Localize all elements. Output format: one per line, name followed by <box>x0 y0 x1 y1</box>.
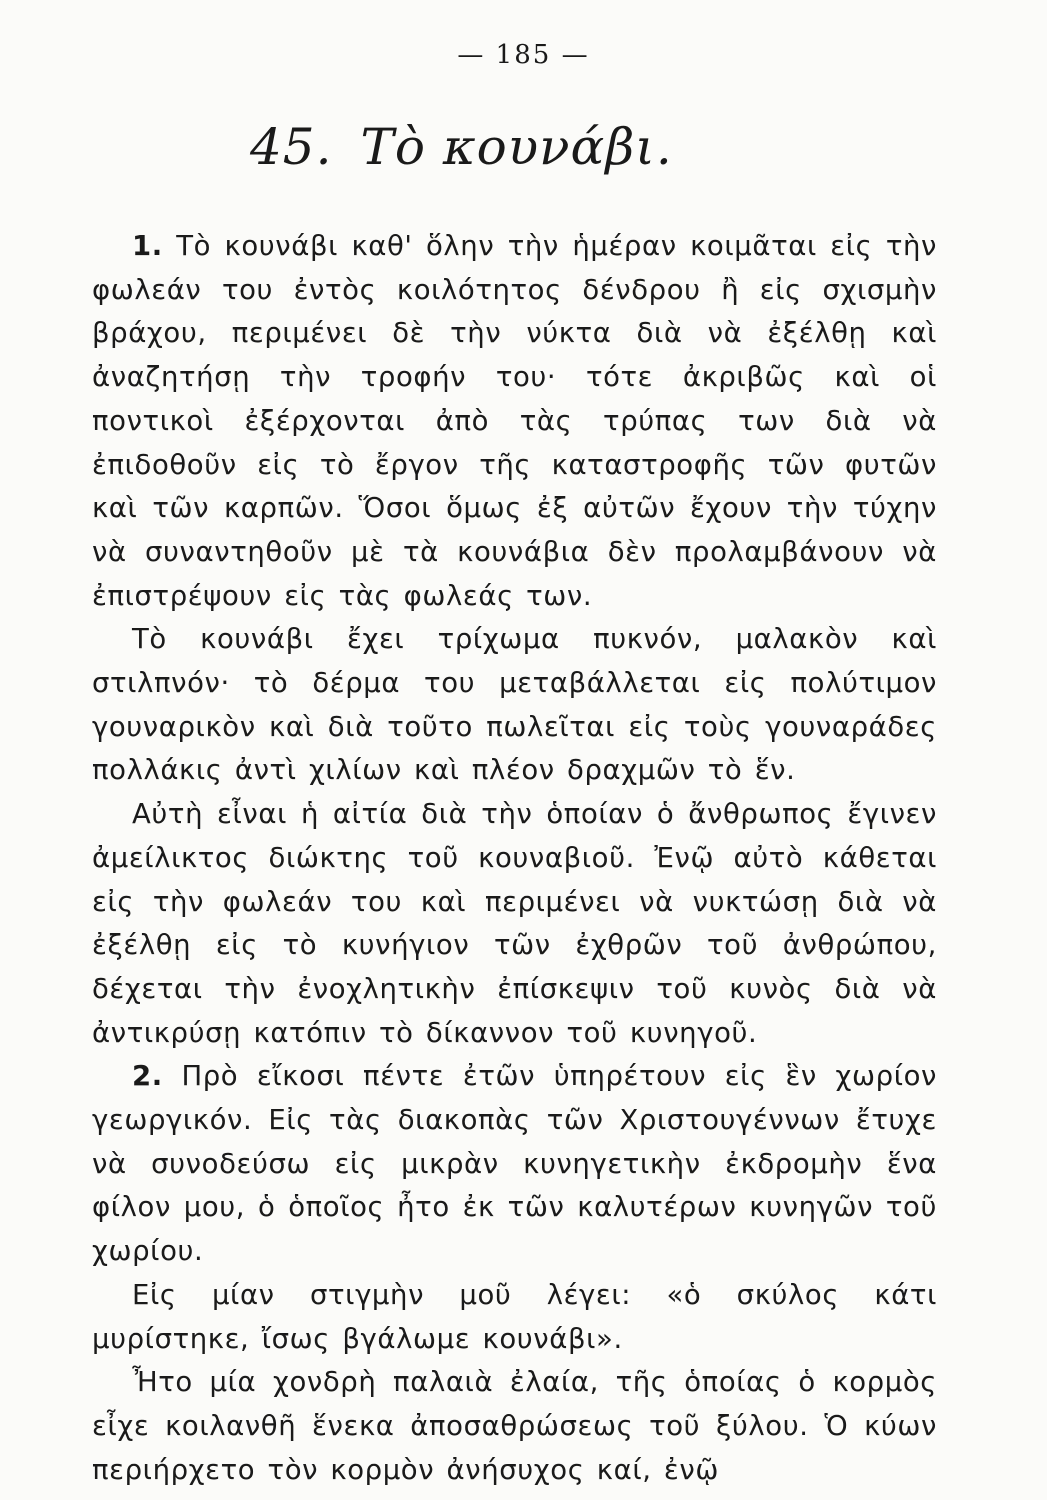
paragraph <box>92 1055 937 1274</box>
section-number: 1. <box>132 230 163 262</box>
paragraph <box>92 1274 937 1361</box>
chapter-title <box>250 118 673 176</box>
paragraph <box>92 793 937 1055</box>
paragraph <box>92 1361 937 1492</box>
paragraph-text: Ἦτο μία χονδρὴ παλαιὰ ἐλαία, τῆς ὁποίας ὁ κορμὸς εἶχε κοιλανθῆ ἕνεκα ἀποσαθρώσεως τοῦ ξύλου. Ὁ κύων περιήρχετο τὸν κορμὸν ἀνήσυχος καί, ἐνῷ <box>92 1366 937 1486</box>
paragraph-text: Εἰς μίαν στιγμὴν μοῦ λέγει: «ὁ σκύλος κάτι μυρίστηκε, ἴσως βγάλωμε κουνάβι». <box>92 1278 937 1355</box>
chapter-number: 45. <box>250 118 333 176</box>
body-text <box>92 225 937 1492</box>
chapter-title-text: Τὸ κουνάβι. <box>360 118 673 176</box>
section-number: 2. <box>132 1060 163 1093</box>
paragraph-text: Πρὸ εἴκοσι πέντε ἐτῶν ὑπηρέτουν εἰς ἓν χωρίον γεωργικόν. Εἰς τὰς διακοπὰς τῶν Χριστουγέννων ἔτυχε νὰ συνοδεύσω εἰς μικρὰν κυνηγετικὴν ἐκδρομὴν ἕνα φίλον μου, ὁ ὁποῖος ἦτο ἐκ τῶν καλυτέρων κυνηγῶν τοῦ χωρίου. <box>92 1060 937 1268</box>
paragraph-text: Αὐτὴ εἶναι ἡ αἰτία διὰ τὴν ὁποίαν ὁ ἄνθρωπος ἔγινεν ἀμείλικτος διώκτης τοῦ κουναβιοῦ. Ἐνῷ αὐτὸ κάθεται εἰς τὴν φωλεάν του καὶ περιμένει νὰ νυκτώσῃ διὰ νὰ ἐξέλθῃ εἰς τὸ κυνήγιον τῶν ἐχθρῶν τοῦ ἀνθρώπου, δέχεται τὴν ἐνοχλητικὴν ἐπίσκεψιν τοῦ κυνὸς διὰ νὰ ἀντικρύσῃ κατόπιν τὸ δίκαννον τοῦ κυνηγοῦ. <box>92 798 937 1049</box>
paragraph-text: Τὸ κουνάβι καθ' ὅλην τὴν ἡμέραν κοιμᾶται εἰς τὴν φωλεάν του ἐντὸς κοιλότητος δένδρου ἢ εἰς σχισμὴν βράχου, περιμένει δὲ τὴν νύκτα διὰ νὰ ἐξέλθῃ καὶ ἀναζητήσῃ τὴν τροφήν του· τότε ἀκριβῶς καὶ οἱ ποντικοὶ ἐξέρχονται ἀπὸ τὰς τρύπας των διὰ νὰ ἐπιδοθοῦν εἰς τὸ ἔργον τῆς καταστροφῆς τῶν φυτῶν καὶ τῶν καρπῶν. Ὅσοι ὅμως ἐξ αὐτῶν ἔχουν τὴν τύχην νὰ συναντηθοῦν μὲ τὰ κουνάβια δὲν προλαμβάνουν νὰ ἐπιστρέψουν εἰς τὰς φωλεάς των. <box>92 230 937 612</box>
paragraph-text: Τὸ κουνάβι ἔχει τρίχωμα πυκνόν, μαλακὸν καὶ στιλπνόν· τὸ δέρμα του μεταβάλλεται εἰς πολύτιμον γουναρικὸν καὶ διὰ τοῦτο πωλεῖται εἰς τοὺς γουναράδες πολλάκις ἀντὶ χιλίων καὶ πλέον δραχμῶν τὸ ἕν. <box>92 623 937 787</box>
paragraph <box>92 225 937 618</box>
paragraph <box>92 618 937 793</box>
page-number: — 185 — <box>457 40 590 70</box>
